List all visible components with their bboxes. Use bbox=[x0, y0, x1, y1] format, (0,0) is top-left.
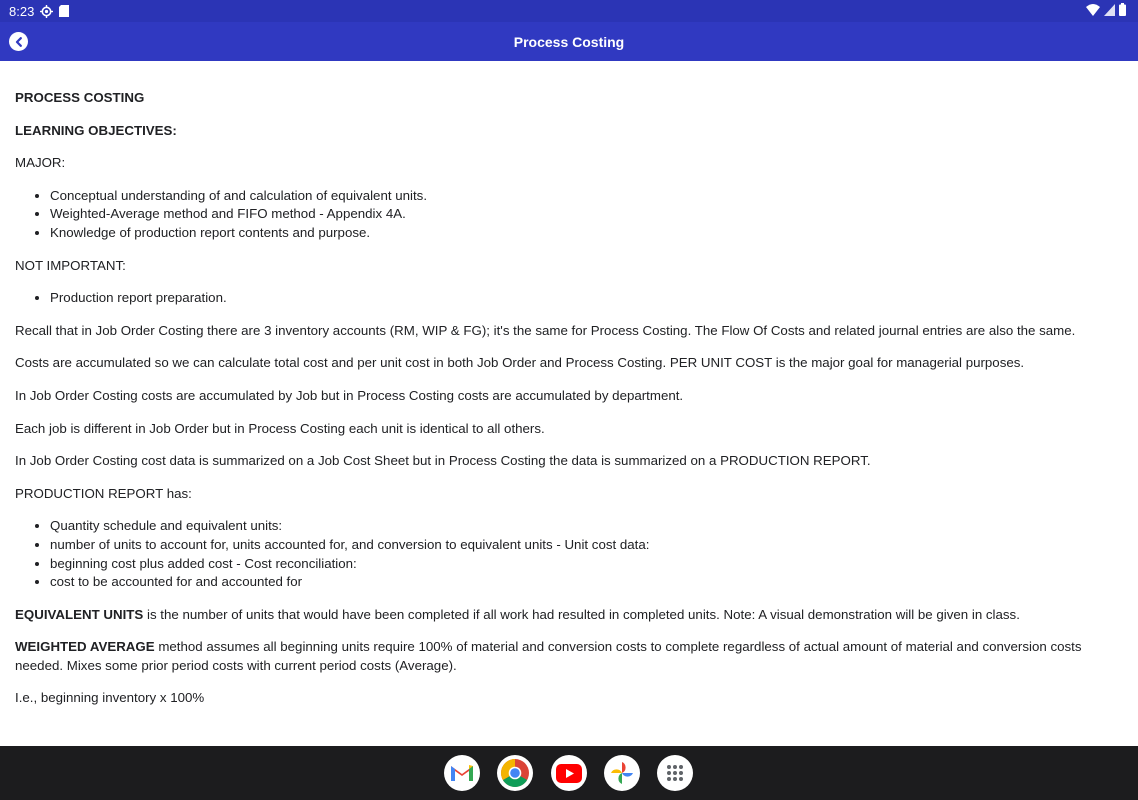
status-bar bbox=[0, 0, 1138, 22]
paragraph: In Job Order Costing cost data is summarized on a Job Cost Sheet but in Process Costing the data is summarized on a PRODUCTION REPORT. bbox=[15, 453, 871, 469]
list-item: • Quantity schedule and equivalent units: bbox=[50, 517, 1110, 536]
not-important-list bbox=[15, 289, 1110, 308]
list-item: • Knowledge of production report contents and purpose. bbox=[50, 224, 1110, 243]
battery-icon bbox=[1119, 3, 1126, 19]
weighted-average-term: WEIGHTED AVERAGE bbox=[15, 639, 155, 655]
back-button[interactable] bbox=[9, 32, 28, 51]
list-item: • beginning cost plus added cost - Cost reconciliation: bbox=[50, 555, 1110, 574]
paragraph: Recall that in Job Order Costing there are 3 inventory accounts (RM, WIP & FG); it's the same for Process Costing. The Flow Of Costs and related journal entries are also the same. bbox=[15, 322, 1076, 338]
equivalent-units-text: is the number of units that would have been completed if all work had resulted in completed units. Note: A visual demonstration will be given in class. bbox=[143, 606, 1020, 622]
production-report-label: PRODUCTION REPORT has: bbox=[15, 485, 192, 501]
page-title: Process Costing bbox=[513, 33, 625, 50]
lesson-heading: PROCESS COSTING bbox=[15, 90, 145, 105]
settings-notification-icon bbox=[40, 5, 53, 18]
chrome-icon[interactable] bbox=[497, 755, 533, 791]
weighted-average-text: method assumes all beginning units require 100% of material and conversion costs to complete regardless of actual amount of material and conversion costs needed. Mixes some prior period costs with current period costs (Average). bbox=[15, 639, 1082, 673]
equivalent-units-paragraph bbox=[15, 606, 1110, 625]
paragraph: Each job is different in Job Order but in Process Costing each unit is identical to all others. bbox=[15, 420, 545, 436]
equivalent-units-term: EQUIVALENT UNITS bbox=[15, 606, 144, 622]
list-item: • Weighted-Average method and FIFO method - Appendix 4A. bbox=[50, 205, 1110, 224]
youtube-icon[interactable] bbox=[551, 755, 587, 791]
paragraph: Costs are accumulated so we can calculate total cost and per unit cost in both Job Order and Process Costing. PER UNIT COST is the major goal for managerial purposes. bbox=[15, 355, 1025, 371]
not-important-label: NOT IMPORTANT: bbox=[15, 257, 126, 273]
production-report-list bbox=[15, 517, 1110, 591]
status-time: 8:23 bbox=[9, 3, 35, 19]
wifi-icon bbox=[1086, 4, 1100, 19]
gmail-icon[interactable] bbox=[444, 755, 480, 791]
list-item: • number of units to account for, units accounted for, and conversion to equivalent units - Unit cost data: bbox=[50, 536, 1110, 555]
major-label: MAJOR: bbox=[15, 155, 66, 171]
weighted-average-paragraph bbox=[15, 638, 1110, 675]
lesson-content[interactable] bbox=[0, 61, 1138, 746]
ie-line: I.e., beginning inventory x 100% bbox=[15, 690, 205, 706]
taskbar bbox=[0, 746, 1138, 800]
major-list bbox=[15, 187, 1110, 243]
app-bar bbox=[0, 22, 1138, 61]
photos-icon[interactable] bbox=[604, 755, 640, 791]
sd-card-icon bbox=[59, 5, 69, 17]
signal-icon bbox=[1104, 4, 1115, 19]
app-drawer-icon[interactable] bbox=[657, 755, 693, 791]
paragraph: In Job Order Costing costs are accumulated by Job but in Process Costing costs are accumulated by department. bbox=[15, 387, 684, 403]
chevron-left-icon bbox=[14, 37, 24, 47]
list-item: • Conceptual understanding of and calculation of equivalent units. bbox=[50, 187, 1110, 206]
list-item: • cost to be accounted for and accounted for bbox=[50, 573, 1110, 592]
list-item: • Production report preparation. bbox=[50, 289, 1110, 308]
objectives-heading: LEARNING OBJECTIVES: bbox=[15, 122, 177, 138]
